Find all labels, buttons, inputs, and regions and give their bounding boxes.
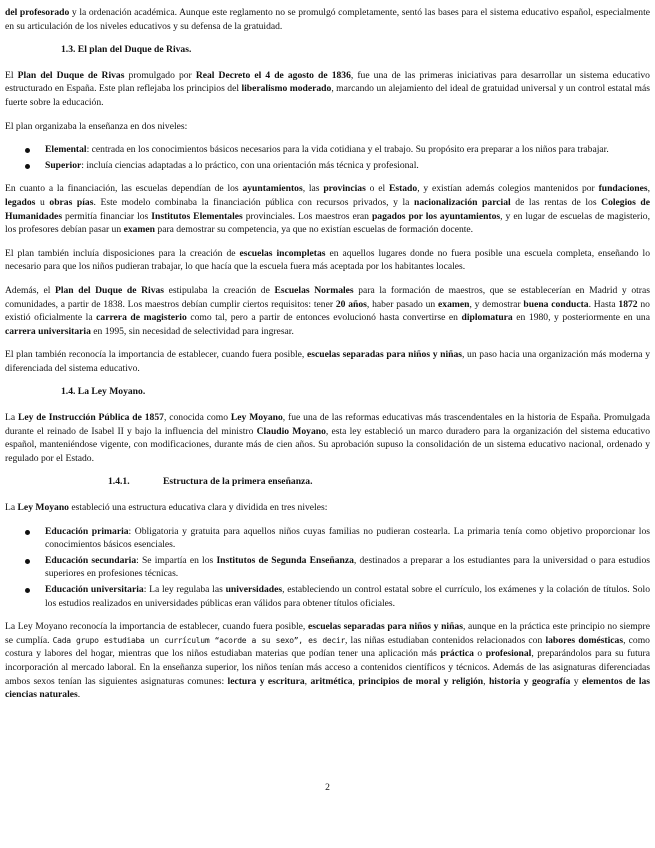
bold-text: carrera universitaria xyxy=(5,325,91,337)
bold-text: Ley Moyano xyxy=(17,502,69,514)
text-run: , esta ley estableció un marco duradero para la organización del sistema educativo español, manteniéndose vigente, con modificaciones, durante más de cien años. Su aprobación supuso la consolidación de un sistema educativo nacional, ordenado y regulado por el Estado. xyxy=(5,425,650,464)
bullet-icon xyxy=(25,530,30,535)
bullet-icon xyxy=(25,148,30,153)
text-run: , las xyxy=(302,183,324,195)
text-run: o xyxy=(473,648,486,660)
text-run: , preparándolos para su futura incorporación al mercado laboral. En la enseñanza superior, los niños tenían más acceso a contenidos científicos y técnicos. Además de las asignaturas diferenciadas ambos sexos tenían las siguientes asignaturas comunes: xyxy=(5,648,650,687)
bold-text: elementos de las ciencias naturales xyxy=(5,675,651,701)
text-run: , conocida como xyxy=(163,412,231,424)
text-run: , marcando un alejamiento del ideal de gratuidad universal y un control estatal más fuerte sobre la educación. xyxy=(5,83,650,108)
text-run: en 1980, y posteriormente en una xyxy=(512,312,650,324)
bold-text: nacionalización parcial xyxy=(414,196,511,208)
list-item xyxy=(5,583,650,610)
heading-number: 1.4.1. xyxy=(108,476,130,488)
text-run: u xyxy=(35,196,50,208)
bold-text: 1872 xyxy=(618,298,638,310)
paragraph-financiacion xyxy=(5,182,650,236)
bold-text: Plan del Duque de Rivas xyxy=(54,284,165,296)
text-run: o el xyxy=(365,183,389,195)
bold-text: profesional xyxy=(485,648,532,660)
bold-text: escuelas incompletas xyxy=(239,247,326,259)
text-run: provinciales. Los maestros eran xyxy=(242,210,372,222)
paragraph-ley-moyano xyxy=(5,411,650,465)
text-run: en aquellos lugares donde no fuera posible una escuela completa, enseñando lo necesario para que los niños pudieran trabajar, lo que hacía que la escuela fuera más aceptada por los habitantes locales. xyxy=(5,247,650,273)
text-run: , fue una de las primeras iniciativas para desarrollar un sistema educativo estructurado en España. Este plan reflejaba los principios del xyxy=(5,69,650,95)
list-item xyxy=(5,143,650,157)
heading-text: 1.3. El plan del Duque de Rivas. xyxy=(61,44,192,56)
list-plan-levels xyxy=(5,143,650,172)
text-run: La xyxy=(5,412,18,424)
bold-text: historia y geografía xyxy=(488,675,571,687)
bold-text: Claudio Moyano xyxy=(256,425,326,437)
bold-text: ayuntamientos xyxy=(242,183,303,195)
bold-text: diplomatura xyxy=(461,312,513,324)
text-run: . xyxy=(77,689,81,701)
bold-text: escuelas separadas para niños y niñas xyxy=(306,349,463,361)
bold-text: carrera de magisterio xyxy=(96,312,187,324)
bold-text: Elemental xyxy=(45,144,87,156)
bold-text: Institutos de Segunda Enseñanza xyxy=(216,554,354,566)
text-run: promulgado por xyxy=(124,69,196,81)
bold-text: práctica xyxy=(440,648,474,660)
text-run: : incluía ciencias adaptadas a lo práctico, con una orientación más técnica y profesional. xyxy=(81,159,419,171)
text-run: , un paso hacia una organización más moderna y diferenciada del sistema educativo. xyxy=(5,349,651,374)
text-run: , haber pasado un xyxy=(366,298,439,310)
bold-text: Institutos Elementales xyxy=(151,210,243,222)
bullet-icon xyxy=(25,588,30,593)
bold-text: Ley Moyano xyxy=(230,412,283,424)
bold-text: Plan del Duque de Rivas xyxy=(17,69,125,81)
bold-text: labores domésticas xyxy=(545,634,624,646)
text-run: para la formación de maestros, que se establecerían en Madrid y otras comunidades, a partir de 1838. Los maestros debían cumplir ciertos requisitos: tener xyxy=(5,284,650,310)
paragraph-intro-continuation xyxy=(5,6,650,33)
text-run: La xyxy=(5,502,18,514)
heading-ley-moyano xyxy=(5,385,650,399)
bold-text: Estado xyxy=(388,183,418,195)
bold-text: legados xyxy=(5,196,36,208)
text-run: , las niñas estudiaban contenidos relacionados con xyxy=(344,634,546,646)
bold-text: Educación primaria xyxy=(45,525,129,537)
list-moyano-levels xyxy=(5,525,650,611)
paragraph-moyano-separadas xyxy=(5,620,650,702)
text-run: : Se impartía en los xyxy=(136,554,217,566)
bold-text: escuelas separadas para niños y niñas xyxy=(307,621,463,633)
text-run: El plan también incluía disposiciones para la creación de xyxy=(5,247,240,259)
text-run: , destinados a preparar a los estudiantes para la universidad o para estudios superiores en profesiones técnicas. xyxy=(45,554,650,580)
text-run: : centrada en los conocimientos básicos necesarios para la vida cotidiana y el trabajo. Su propósito era preparar a los niños para trabajar. xyxy=(86,144,609,156)
text-run: , y demostrar xyxy=(469,298,524,310)
text-run: , xyxy=(352,675,359,687)
bold-text: fundaciones xyxy=(598,183,648,195)
heading-estructura-primera-ensenanza xyxy=(5,475,650,489)
bullet-icon xyxy=(25,559,30,564)
bold-text: provincias xyxy=(323,183,366,195)
text-run: El xyxy=(5,69,18,81)
bold-text: del profesorado xyxy=(5,7,70,18)
text-run: , y existían además colegios mantenidos por xyxy=(417,183,599,195)
bold-text: aritmética xyxy=(310,675,353,687)
text-run: permitía financiar los xyxy=(62,210,152,222)
text-run: : La ley regulaba las xyxy=(143,584,226,595)
text-run: En cuanto a la financiación, las escuelas dependían de los xyxy=(5,183,243,195)
bold-text: Educación secundaria xyxy=(45,554,137,566)
text-run: , aunque en la práctica este principio no siempre se cumplía. xyxy=(5,621,650,646)
heading-text: 1.4. La Ley Moyano. xyxy=(61,386,146,398)
bold-text: Educación universitaria xyxy=(45,584,144,595)
text-run: , xyxy=(304,675,311,687)
list-item xyxy=(5,159,650,173)
text-run: , estableciendo un control estatal sobre el currículo, los exámenes y la colación de títulos. Solo los estudios realizados en universidades públicas eran válidos para obtener títulos oficiales. xyxy=(45,584,651,609)
text-run: para demostrar su competencia, ya que no existían escuelas de formación docente. xyxy=(155,224,474,236)
text-run: estableció una estructura educativa clara y dividida en tres niveles: xyxy=(68,502,328,514)
text-run: no existió oficialmente la xyxy=(5,298,650,324)
heading-plan-duque-rivas xyxy=(5,43,650,57)
text-run: Además, el xyxy=(5,284,55,296)
text-run: como tal, pero a partir de entonces evolucionó hasta convertirse en xyxy=(186,312,462,324)
bold-text: liberalismo moderado xyxy=(241,83,332,95)
text-run: , y en lugar de escuelas de magisterio, los profesores debían pasar un xyxy=(5,210,650,236)
text-run: y la ordenación académica. Aunque este reglamento no se promulgó completamente, sentó las bases para el sistema educativo español, especialmente en su articulación de los niveles educativos y su defensa de la gratuidad. xyxy=(5,7,651,32)
text-run: : Obligatoria y gratuita para aquellos niños cuyas familias no pudieran costearla. La primaria tenía como objetivo proporcionar los conocimientos básicos esenciales. xyxy=(45,525,650,551)
bold-text: examen xyxy=(438,298,470,310)
heading-text: Estructura de la primera enseñanza. xyxy=(163,476,313,488)
text-run: . Hasta xyxy=(588,298,619,310)
bold-text: Colegios de Humanidades xyxy=(5,196,650,222)
bold-text: examen xyxy=(123,224,155,236)
text-run: El plan también reconocía la importancia de establecer, cuando fuera posible, xyxy=(5,349,307,361)
list-item xyxy=(5,554,650,581)
paragraph-plan-duque-rivas xyxy=(5,69,650,110)
list-item xyxy=(5,525,650,552)
text-run: en 1995, sin necesidad de selectividad para ingresar. xyxy=(90,325,294,337)
text-run: . Este modelo combinaba la financiación pública con recursos privados, y la xyxy=(93,196,415,208)
bold-text: Real Decreto el 4 de agosto de 1836 xyxy=(195,69,351,81)
paragraph-escuelas-separadas xyxy=(5,348,650,375)
highlighted-text: Cada grupo estudiaba un currículum “acorde a su sexo”, es decir xyxy=(52,635,345,645)
paragraph-two-levels xyxy=(5,120,650,134)
text-run: , fue una de las reformas educativas más trascendentales en la historia de España. Promulgada durante el reinado de Isabel II y bajo la influencia del ministro xyxy=(5,412,650,437)
bold-text: Superior xyxy=(45,159,82,171)
bold-text: obras pías xyxy=(49,196,94,208)
text-run: de las rentas de los xyxy=(510,196,602,208)
bold-text: pagados por los ayuntamientos xyxy=(371,210,501,222)
text-run: y xyxy=(570,675,582,687)
paragraph-escuelas-normales xyxy=(5,284,650,338)
bold-text: Escuelas Normales xyxy=(274,284,354,296)
text-run: , como costura y labores del hogar, mientras que los niños estudiaban materias que podían tener una aplicación más xyxy=(5,634,650,660)
text-run: La Ley Moyano reconocía la importancia de establecer, cuando fuera posible, xyxy=(5,621,308,633)
paragraph-escuelas-incompletas xyxy=(5,247,650,274)
text-run: , xyxy=(647,183,651,195)
bold-text: buena conducta xyxy=(523,298,589,310)
page-number: 2 xyxy=(325,782,330,793)
text-run: estipulaba la creación de xyxy=(164,284,275,296)
bold-text: universidades xyxy=(225,584,283,595)
page-body xyxy=(5,6,650,702)
paragraph-three-levels xyxy=(5,501,650,515)
bold-text: 20 años xyxy=(335,298,367,310)
bold-text: principios de moral y religión xyxy=(358,675,484,687)
text-run: , xyxy=(483,675,489,687)
bold-text: Ley de Instrucción Pública de 1857 xyxy=(17,412,164,424)
bold-text: lectura y escritura xyxy=(227,675,305,687)
bullet-icon xyxy=(25,164,30,169)
text-run: El plan organizaba la enseñanza en dos niveles: xyxy=(5,120,188,132)
